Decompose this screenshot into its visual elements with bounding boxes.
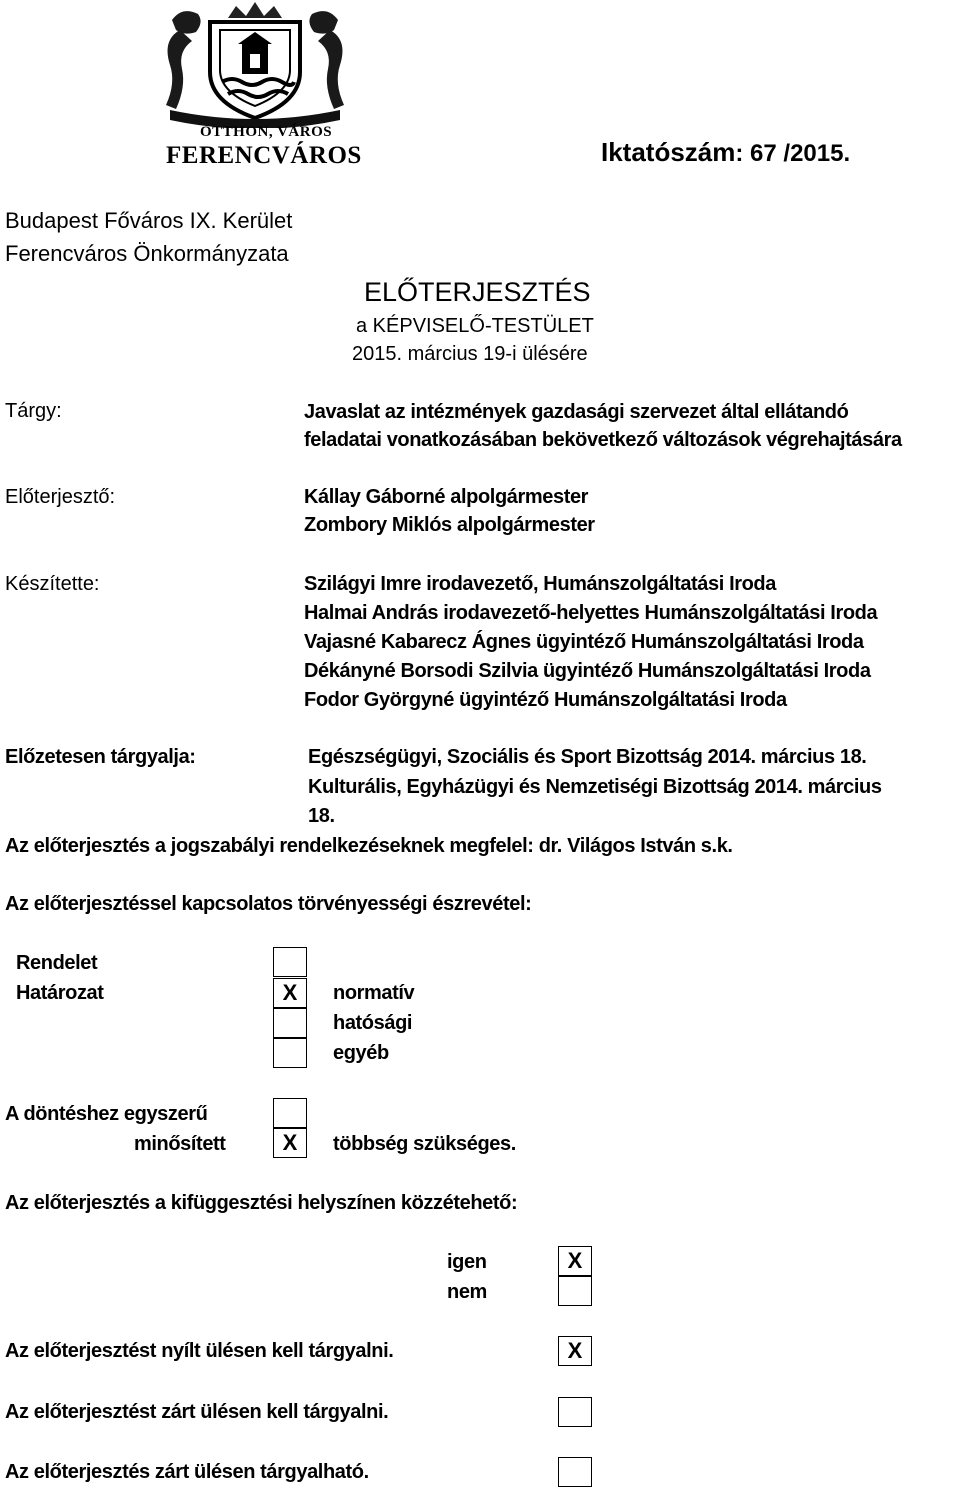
open-session-label: Az előterjesztést nyílt ülésen kell tárgyalni.: [5, 1340, 394, 1362]
checkbox-option-blank[interactable]: [273, 947, 307, 977]
legal-compliance: Az előterjesztés a jogszabályi rendelkezéseknek megfelel: dr. Világos István s.k.: [5, 835, 733, 857]
option-label-hatosagi: hatósági: [333, 1012, 413, 1034]
prepared-label: Készítette:: [5, 573, 100, 595]
registry-number: [601, 137, 850, 168]
legality-remark: Az előterjesztéssel kapcsolatos törvényességi észrevétel:: [5, 893, 532, 915]
coat-of-arms-logo: [150, 0, 360, 170]
committee-line: Kulturális, Egyházügyi és Nemzetiségi Bizottság 2014. március: [308, 776, 882, 798]
registry-value: : 67 /2015.: [735, 140, 851, 167]
preparer-name: Fodor Györgyné ügyintéző Humánszolgáltatási Iroda: [304, 689, 787, 711]
subject-line2: feladatai vonatkozásában bekövetkező változások végrehajtására: [304, 429, 902, 451]
checkbox-normativ[interactable]: X: [273, 978, 307, 1008]
checkbox-egyeb[interactable]: [273, 1038, 307, 1068]
publish-question: Az előterjesztés a kifüggesztési helyszínen közzétehető:: [5, 1192, 518, 1214]
page-title: ELŐTERJESZTÉS: [364, 277, 591, 307]
subject-label: Tárgy:: [5, 400, 62, 422]
preparer-name: Dékányné Borsodi Szilvia ügyintéző Humánszolgáltatási Iroda: [304, 660, 871, 682]
closed-session-label: Az előterjesztést zárt ülésen kell tárgyalni.: [5, 1401, 389, 1423]
subject-line1: Javaslat az intézmények gazdasági szervezet által ellátandó: [304, 401, 849, 423]
checkbox-qualified-majority[interactable]: X: [273, 1128, 307, 1158]
org-name-line1: Budapest Főváros IX. Kerület: [5, 208, 293, 233]
preparer-name: Szilágyi Imre irodavezető, Humánszolgáltatási Iroda: [304, 573, 776, 595]
type-rendelet: Rendelet: [16, 952, 98, 974]
checkbox-publish-no[interactable]: [558, 1276, 592, 1306]
publish-yes-label: igen: [447, 1251, 487, 1273]
checkbox-publish-yes[interactable]: X: [558, 1246, 592, 1276]
majority-label-line1: A döntéshez egyszerű: [5, 1103, 208, 1125]
checkbox-hatosagi[interactable]: [273, 1008, 307, 1038]
presenter-label: Előterjesztő:: [5, 486, 116, 508]
checkbox-closed-session[interactable]: [558, 1397, 592, 1427]
org-name-line2: Ferencváros Önkormányzata: [5, 241, 289, 266]
option-label-egyeb: egyéb: [333, 1042, 389, 1064]
doc-date: 2015. március 19-i ülésére: [352, 343, 588, 365]
checkbox-simple-majority[interactable]: [273, 1098, 307, 1128]
logo-name: FERENCVÁROS: [166, 142, 362, 169]
doc-subtitle: a KÉPVISELŐ-TESTÜLET: [356, 315, 594, 337]
presenter-name: Zombory Miklós alpolgármester: [304, 514, 595, 536]
closed-possible-label: Az előterjesztés zárt ülésen tárgyalható.: [5, 1461, 369, 1483]
logo-motto: OTTHON, VÁROS: [200, 124, 333, 140]
type-hatarozat: Határozat: [16, 982, 104, 1004]
majority-label-line2: minősített: [134, 1133, 226, 1155]
option-label-normativ: normatív: [333, 982, 415, 1004]
committee-line: Egészségügyi, Szociális és Sport Bizottság 2014. március 18.: [308, 746, 867, 768]
checkbox-closed-possible[interactable]: [558, 1457, 592, 1487]
presenter-name: Kállay Gáborné alpolgármester: [304, 486, 589, 508]
discussed-label: Előzetesen tárgyalja:: [5, 746, 196, 768]
committee-line: 18.: [308, 805, 335, 827]
checkbox-open-session[interactable]: X: [558, 1336, 592, 1366]
majority-suffix: többség szükséges.: [333, 1133, 516, 1155]
registry-label: Iktatószám: [601, 137, 736, 167]
crest-icon: [150, 0, 360, 128]
preparer-name: Vajasné Kabarecz Ágnes ügyintéző Humánszolgáltatási Iroda: [304, 631, 864, 653]
publish-no-label: nem: [447, 1281, 487, 1303]
preparer-name: Halmai András irodavezető-helyettes Humánszolgáltatási Iroda: [304, 602, 878, 624]
